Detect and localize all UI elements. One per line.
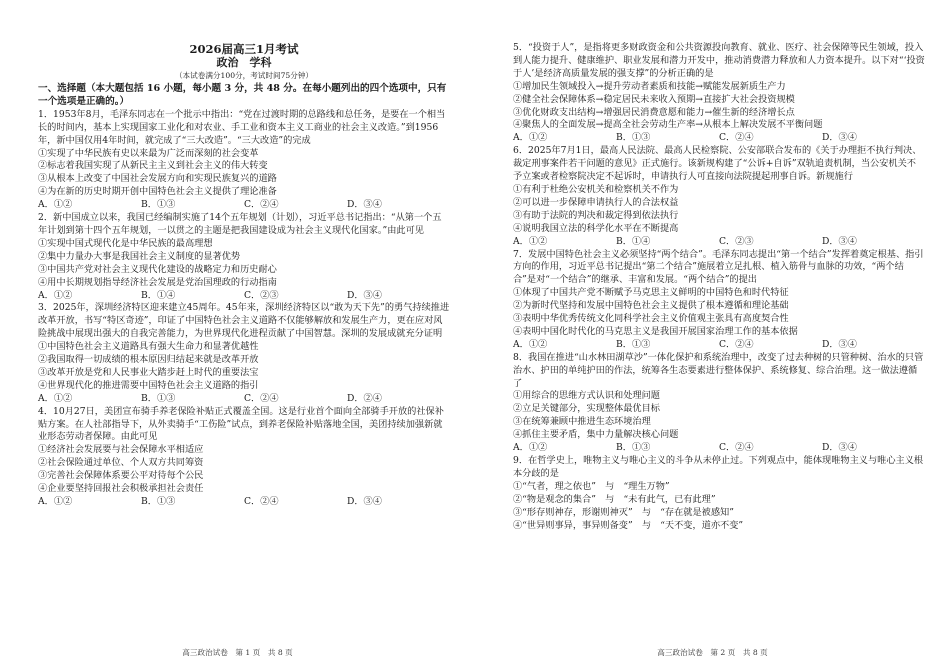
answer-choice: A．①② [513,442,548,454]
question-stem: 9．在哲学史上，唯物主义与唯心主义的斗争从未停止过。下列观点中，能体现唯物主义与唯心主义根本分歧的是 [513,455,924,479]
exam-note: （本试卷满分100分，考试时间75分钟） [174,71,314,80]
question-stem: 7．发展中国特色社会主义必须坚持“两个结合”。毛泽东同志提出“第一个结合”发挥着奠定根基、指引方向的作用，习近平总书记提出“第二个结合”施展着立足扎根、植入筋骨与血脉的功效，“两个结合”是对“一个结合”的继承、丰富和发展。“两个结合”的提出 [513,248,924,286]
page-footer: 高三政治试卷 第 1 页 共 8 页 [182,648,293,657]
answer-choice: B．①④ [616,235,651,247]
answer-choice: A．①② [513,235,548,247]
question-option: ①增加民生领域投入→提升劳动者素质和技能→赋能发展新质生产力 [513,80,786,92]
question-stem: 1．1953年8月，毛泽东同志在一个批示中指出：“党在过渡时期的总路线和总任务，是要在一个相当长的时间内，基本上实现国家工业化和对农业、手工业和资本主义工商业的社会主义改造。”到1956年，新中国仅用4年时间，就完成了“三大改造”。“三大改造”的完成 [38,108,446,146]
section-heading: 一、选择题（本大题包括 16 小题，每小题 3 分，共 48 分。在每小题列出的四个选项中，只有一个选项是正确的。） [38,83,447,107]
answer-choice: D．③④ [822,442,857,454]
question-9 [513,455,925,532]
question-option: ③优化财政支出结构→增强居民消费意愿和能力→催生新的经济增长点 [513,106,795,118]
question-6 [513,145,925,248]
question-7 [513,249,925,352]
question-option: ④“世异则事异，事异则备变” 与 “天不变，道亦不变” [513,519,744,531]
question-option: ④抓住主要矛盾，集中力量解决核心问题 [513,429,679,441]
question-stem: 2．新中国成立以来，我国已经编制实施了14个五年规划（计划），习近平总书记指出：“从第一个五年计划到第十四个五年规划，一以贯之的主题是把我国建设成为社会主义现代化国家。”由此可见 [38,212,442,236]
question-option: ③从根本上改变了中国社会发展方向和实现民族复兴的道路 [38,173,277,185]
answer-choice: C．②③ [244,289,279,301]
question-option: ①用综合的思维方式认识和处理问题 [513,390,660,402]
answer-choice: D．③④ [347,289,382,301]
question-option: ④为在新的历史时期开创中国特色社会主义提供了理论准备 [38,186,277,198]
answer-choice: C．②④ [244,496,279,507]
question-option: ②我国取得一切成绩的根本原因归结起来就是改革开放 [38,354,259,366]
answer-choice: A．①② [513,338,548,350]
question-option: ②“物是观念的集合” 与 “未有此气，已有此理” [513,493,716,505]
question-option: ②标志着我国实现了从新民主主义到社会主义的伟大转变 [38,160,268,172]
left-column [38,42,450,509]
answer-choice: A．①② [513,132,548,144]
question-1 [38,109,450,212]
answer-choice: D．②④ [347,392,382,404]
answer-choice: D．③④ [347,496,382,507]
answer-choices [38,496,450,509]
question-option: ①实现中国式现代化是中华民族的最高理想 [38,237,213,249]
exam-title: 2026届高三1月考试 [189,42,299,56]
question-4 [38,406,450,509]
answer-choice: B．①③ [141,199,176,211]
answer-choice: A．①② [38,496,73,507]
answer-choices [38,199,450,212]
question-stem: 5．“投资于人”，是指将更多财政资金和公共资源投向教育、就业、医疗、社会保障等民生领域，投入到人能力提升、健康维护、职业发展和潜力开发中，推动消费潜力释放和人力资本提升。以下对“‘投资于人’是经济高质量发展的强支撑”的分析正确的是 [513,42,925,79]
question-5 [513,42,925,145]
answer-choice: C．②④ [244,199,279,211]
question-option: ④说明我国立法的科学化水平在不断提高 [513,222,679,234]
question-option: ③改革开放是党和人民事业大踏步赶上时代的重要法宝 [38,366,259,378]
question-stem: 4．10月27日，美团宣布骑手养老保险补贴正式覆盖全国。这是行业首个面向全部骑手开放的社保补贴方案。在人社部指导下，从外卖骑手“工伤险”试点，到养老保险补贴落地全国，美团持续加强新就业形态劳动者保障。由此可见 [38,405,444,443]
answer-choices [513,236,925,249]
question-stem: 6．2025年7月1日，最高人民法院、最高人民检察院、公安部联合发布的《关于办理拒不执行判决、裁定刑事案件若干问题的意见》正式施行。该新规构建了“公诉+自诉”双轨追责机制，当公安机关不予立案或者检察院决定不起诉时，申请执行人可直接向法院提起刑事自诉。新规施行 [513,145,922,183]
answer-choice: A．①② [38,392,73,404]
answer-choice: D．③④ [347,199,382,211]
question-option: ③在统筹兼顾中推进生态环境治理 [513,416,651,428]
answer-choice: C．②④ [719,338,754,350]
answer-choices [513,339,925,352]
question-stem: 3．2025年，深圳经济特区迎来建立45周年。45年来，深圳经济特区以“敢为天下先”的勇气持续推进改革开放，书写“特区奇迹”，印证了中国特色社会主义道路不仅能够解放和发展生产力，更在应对风险挑战中展现出强大的自我完善能力，为世界现代化进程贡献了中国智慧。深圳的发展成就充分证明 [38,302,450,340]
answer-choices [513,132,925,145]
question-3 [38,302,450,405]
question-option: ④用中长期规划指导经济社会发展是党治国理政的行动指南 [38,276,277,288]
answer-choice: C．②④ [719,442,754,454]
question-option: ①中国特色社会主义道路具有强大生命力和显著优越性 [38,341,259,353]
answer-choice: C．②④ [719,132,754,144]
answer-choice: B．①③ [616,338,651,350]
question-option: ①“气者，理之依也” 与 “理生万物” [513,480,670,492]
question-option: ③完善社会保障体系要公平对待每个公民 [38,470,204,482]
question-option: ①经济社会发展要与社会保障水平相适应 [38,444,204,456]
question-option: ②立足关键部分，实现整体最优目标 [513,403,660,415]
answer-choices [513,442,925,455]
question-option: ②社会保险通过单位、个人双方共同筹资 [38,457,204,469]
question-option: ①有利于杜绝公安机关和检察机关不作为 [513,183,679,195]
question-option: ①实现了中华民族有史以来最为广泛而深刻的社会变革 [38,147,259,159]
answer-choice: D．③④ [822,132,857,144]
right-column [513,42,925,532]
question-option: ②可以进一步保障申请执行人的合法权益 [513,196,679,208]
question-option: ①体现了中国共产党不断赋予马克思主义鲜明的中国特色和时代特征 [513,287,789,299]
exam-page-2 [475,0,950,672]
answer-choice: C．②④ [244,392,279,404]
exam-subject: 政治 学科 [216,56,272,69]
answer-choice: D．③④ [822,338,857,350]
question-option: ②为新时代坚持和发展中国特色社会主义提供了根本遵循和理论基础 [513,300,789,312]
question-stem: 8．我国在推进“山水林田湖草沙”一体化保护和系统治理中，改变了过去种树的只管种树、治水的只管治水、护田的单纯护田的作法，统筹各生态要素进行整体保护、系统修复、综合治理。这一做法遵循了 [513,351,924,389]
question-option: ③中国共产党对社会主义现代化建设的战略定力和历史耐心 [38,263,277,275]
question-option: ②集中力量办大事是我国社会主义制度的显著优势 [38,250,241,262]
answer-choice: A．①② [38,199,73,211]
answer-choice: A．①② [38,289,73,301]
answer-choice: D．③④ [822,235,857,247]
question-option: ③“形存则神存，形谢则神灭” 与 “存在就是被感知” [513,506,734,518]
answer-choice: B．①③ [141,496,176,507]
answer-choice: B．①③ [141,392,176,404]
question-option: ④表明中国化时代化的马克思主义是我国开展国家治理工作的基本依据 [513,325,798,337]
answer-choices [38,290,450,303]
answer-choices [38,393,450,406]
question-2 [38,212,450,302]
answer-choice: C．②③ [719,235,754,247]
question-option: ②健全社会保障体系→稳定居民未来收入预期→直接扩大社会投资规模 [513,93,795,105]
question-option: ③表明中华优秀传统文化同科学社会主义价值观主张具有高度契合性 [513,313,789,325]
answer-choice: B．①③ [616,132,651,144]
question-option: ③有助于法院的判决和裁定得到依法执行 [513,209,679,221]
page-footer: 高三政治试卷 第 2 页 共 8 页 [657,648,768,657]
question-8 [513,352,925,455]
answer-choice: B．①③ [616,442,651,454]
question-option: ④世界现代化的推进需要中国特色社会主义道路的指引 [38,379,259,391]
question-option: ④企业要坚持回报社会积极承担社会责任 [38,483,204,495]
question-option: ④聚焦人的全面发展→提高全社会劳动生产率→从根本上解决发展不平衡问题 [513,119,823,131]
answer-choice: B．①④ [141,289,176,301]
